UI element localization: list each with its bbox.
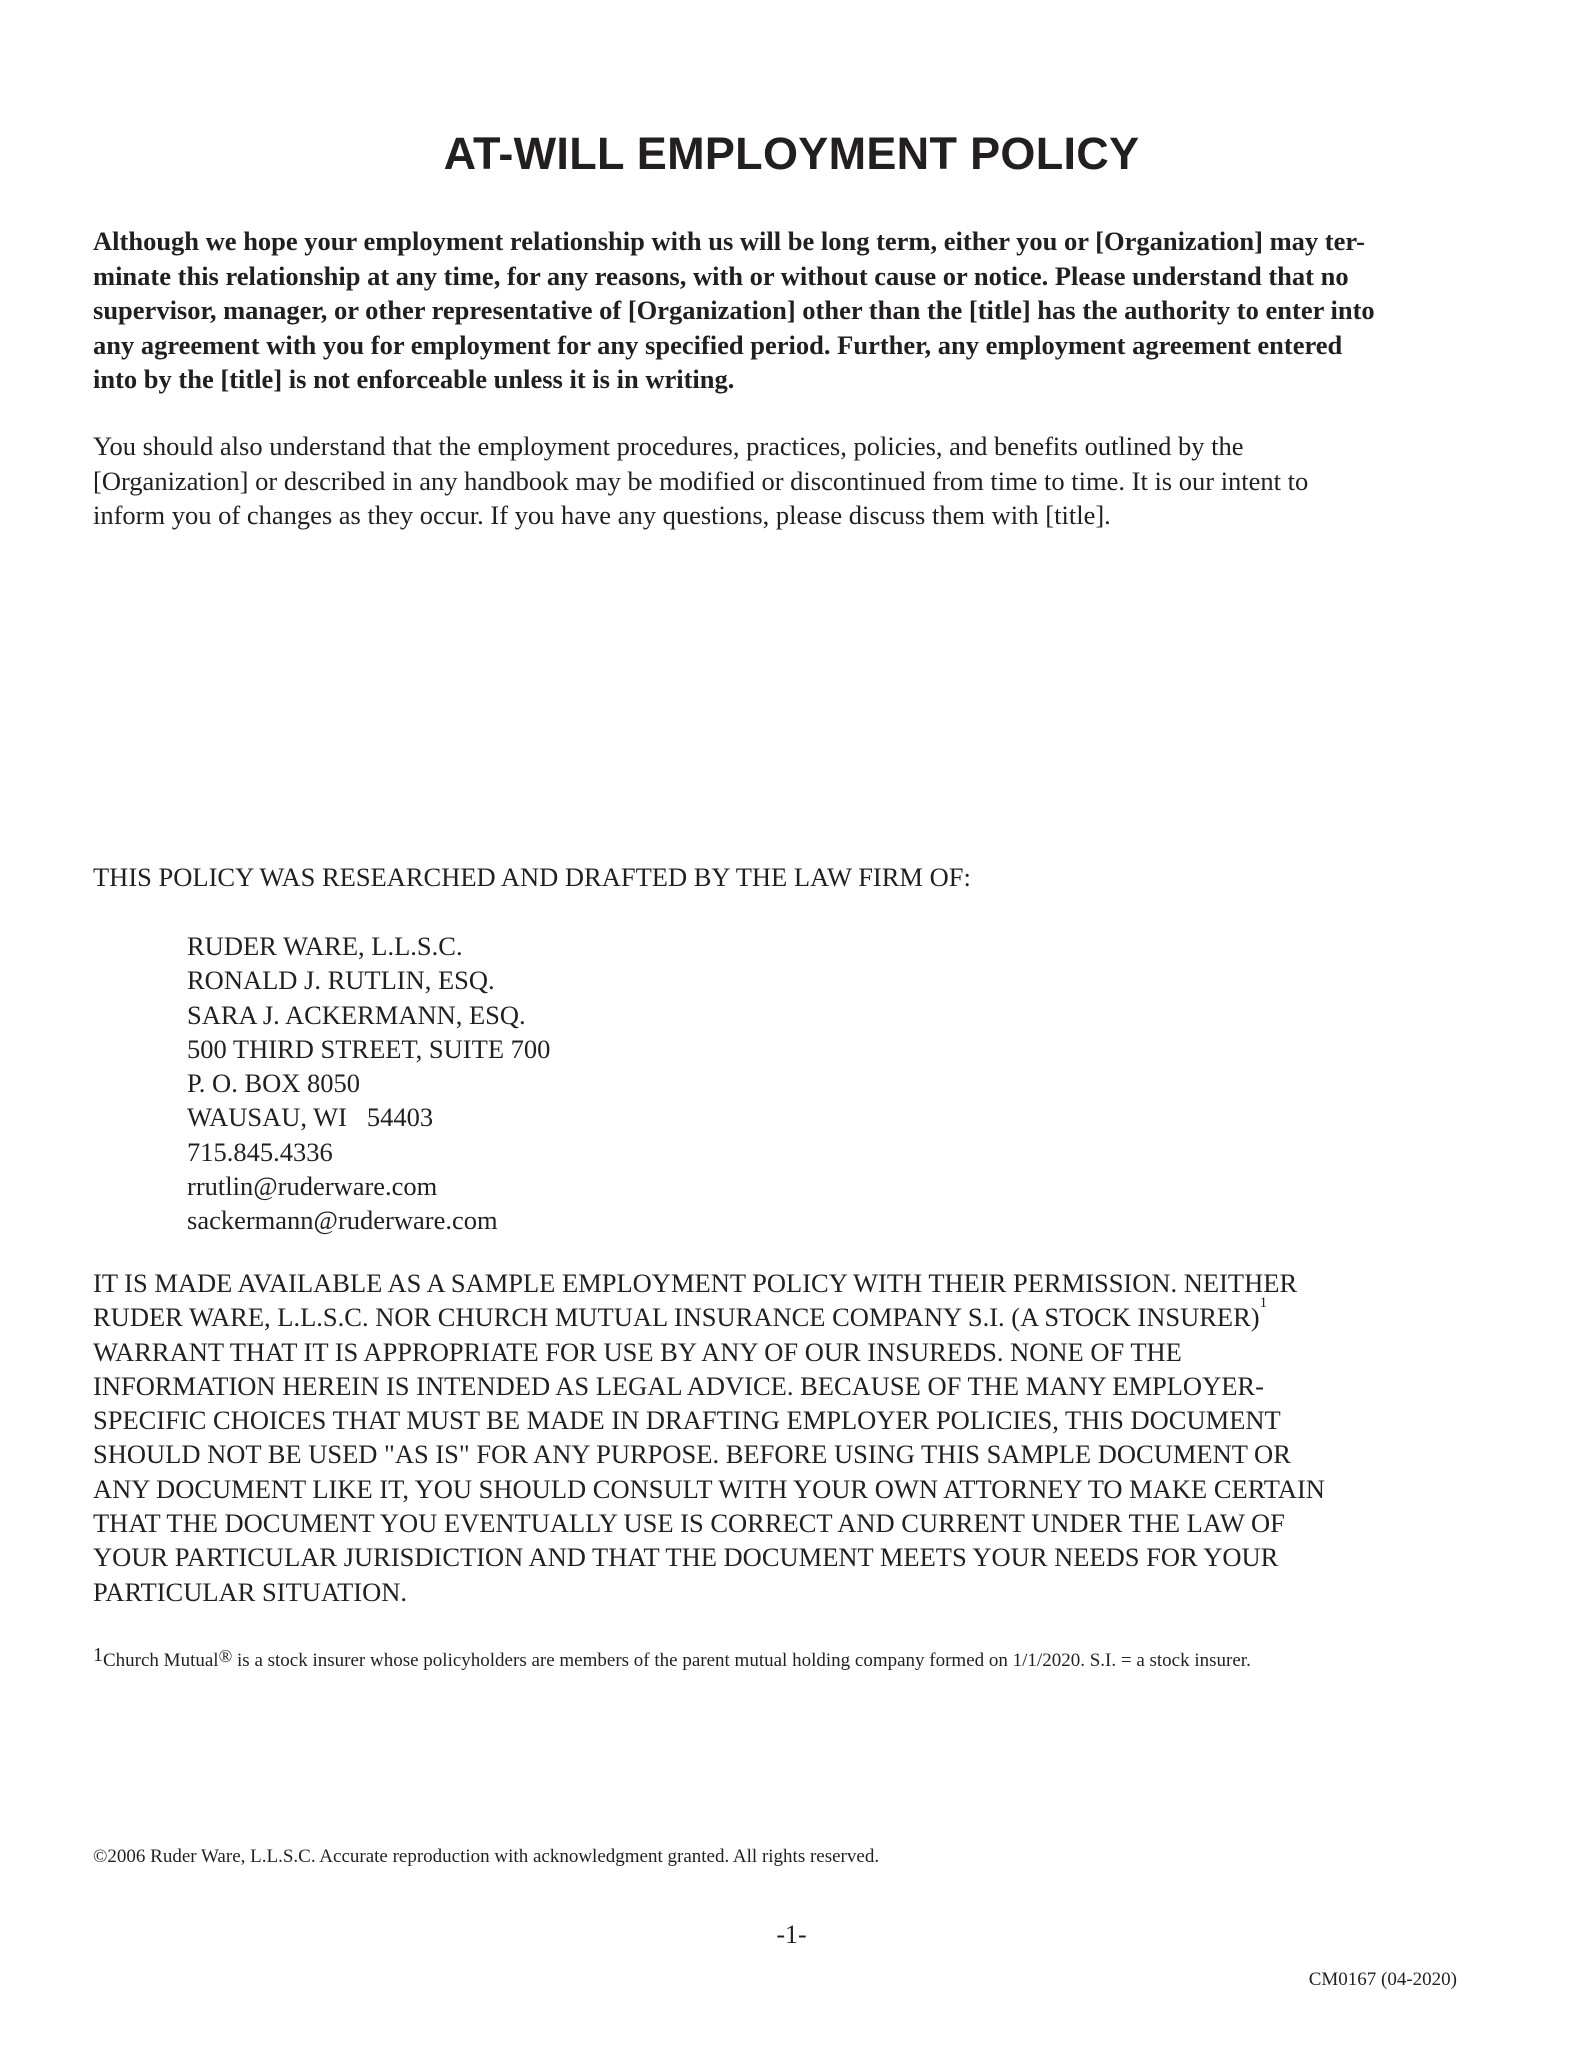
text-segment: RUDER WARE, L.L.S.C. NOR CHURCH MUTUAL INSURANCE COMPANY S.I. (A STOCK INSURER) xyxy=(93,1302,1260,1333)
po-box: P. O. BOX 8050 xyxy=(187,1068,361,1099)
text-line: supervisor, manager, or other representative of [Organization] other than the [title] has the authority to enter into xyxy=(93,295,1375,325)
attorney-name: SARA J. ACKERMANN, ESQ. xyxy=(187,999,526,1030)
text-line: You should also understand that the employment procedures, practices, policies, and benefits outlined by the xyxy=(93,431,1244,461)
footnote-company-name: Church Mutual xyxy=(103,1650,219,1671)
footnote xyxy=(93,1644,1251,1674)
text-line: minate this relationship at any time, for any reasons, with or without cause or notice. Please understand that no xyxy=(93,260,1349,291)
page-number: -1- xyxy=(776,1920,807,1949)
text-line: THAT THE DOCUMENT YOU EVENTUALLY USE IS CORRECT AND CURRENT UNDER THE LAW OF xyxy=(93,1508,1285,1539)
text-line: Although we hope your employment relationship with us will be long term, either you or [Organization] may ter- xyxy=(93,226,1365,256)
page-title: AT-WILL EMPLOYMENT POLICY xyxy=(443,128,1140,179)
policy-changes-paragraph xyxy=(93,429,1493,533)
text-line xyxy=(93,1295,1513,1334)
city-state-zip: WAUSAU, WI 54403 xyxy=(187,1102,434,1133)
text-line: WARRANT THAT IT IS APPROPRIATE FOR USE BY ANY OF OUR INSUREDS. NONE OF THE xyxy=(93,1336,1182,1367)
researched-by-heading: THIS POLICY WAS RESEARCHED AND DRAFTED BY THE LAW FIRM OF: xyxy=(93,862,971,892)
text-line: PARTICULAR SITUATION. xyxy=(93,1576,407,1607)
footnote-mark: 1 xyxy=(93,1644,103,1666)
text-line: SHOULD NOT BE USED "AS IS" FOR ANY PURPOSE. BEFORE USING THIS SAMPLE DOCUMENT OR xyxy=(93,1439,1291,1470)
text-line: YOUR PARTICULAR JURISDICTION AND THAT THE DOCUMENT MEETS YOUR NEEDS FOR YOUR xyxy=(93,1542,1279,1573)
text-line: inform you of changes as they occur. If you have any questions, please discuss them with [title]. xyxy=(93,500,1111,530)
law-firm-address-block xyxy=(187,929,550,1238)
text-line: ANY DOCUMENT LIKE IT, YOU SHOULD CONSULT WITH YOUR OWN ATTORNEY TO MAKE CERTAIN xyxy=(93,1473,1325,1504)
at-will-policy-paragraph xyxy=(93,224,1493,397)
footnote-text: is a stock insurer whose policyholders are members of the parent mutual holding company formed on 1/1/2020. S.I. = a stock insurer. xyxy=(232,1650,1251,1671)
text-line: IT IS MADE AVAILABLE AS A SAMPLE EMPLOYMENT POLICY WITH THEIR PERMISSION. NEITHER xyxy=(93,1268,1298,1298)
phone-number: 715.845.4336 xyxy=(187,1136,333,1167)
email-address: rrutlin@ruderware.com xyxy=(187,1171,438,1202)
form-code: CM0167 (04-2020) xyxy=(1308,1969,1457,1990)
copyright-notice: ©2006 Ruder Ware, L.L.S.C. Accurate reproduction with acknowledgment granted. All rights reserved. xyxy=(93,1846,880,1867)
footnote-reference: 1 xyxy=(1259,1295,1268,1312)
attorney-name: RONALD J. RUTLIN, ESQ. xyxy=(187,965,495,996)
registered-mark: ® xyxy=(218,1646,233,1666)
text-line: any agreement with you for employment for any specified period. Further, any employment agreement entered xyxy=(93,329,1343,360)
text-line: into by the [title] is not enforceable unless it is in writing. xyxy=(93,364,735,394)
text-line: INFORMATION HEREIN IS INTENDED AS LEGAL ADVICE. BECAUSE OF THE MANY EMPLOYER- xyxy=(93,1370,1264,1401)
text-line: SPECIFIC CHOICES THAT MUST BE MADE IN DRAFTING EMPLOYER POLICIES, THIS DOCUMENT xyxy=(93,1405,1281,1436)
disclaimer-paragraph xyxy=(93,1266,1513,1609)
street-address: 500 THIRD STREET, SUITE 700 xyxy=(187,1033,551,1064)
text-line: [Organization] or described in any handbook may be modified or discontinued from time to time. It is our intent to xyxy=(93,465,1309,496)
email-address: sackermann@ruderware.com xyxy=(187,1205,498,1236)
law-firm-name: RUDER WARE, L.L.S.C. xyxy=(187,931,463,961)
